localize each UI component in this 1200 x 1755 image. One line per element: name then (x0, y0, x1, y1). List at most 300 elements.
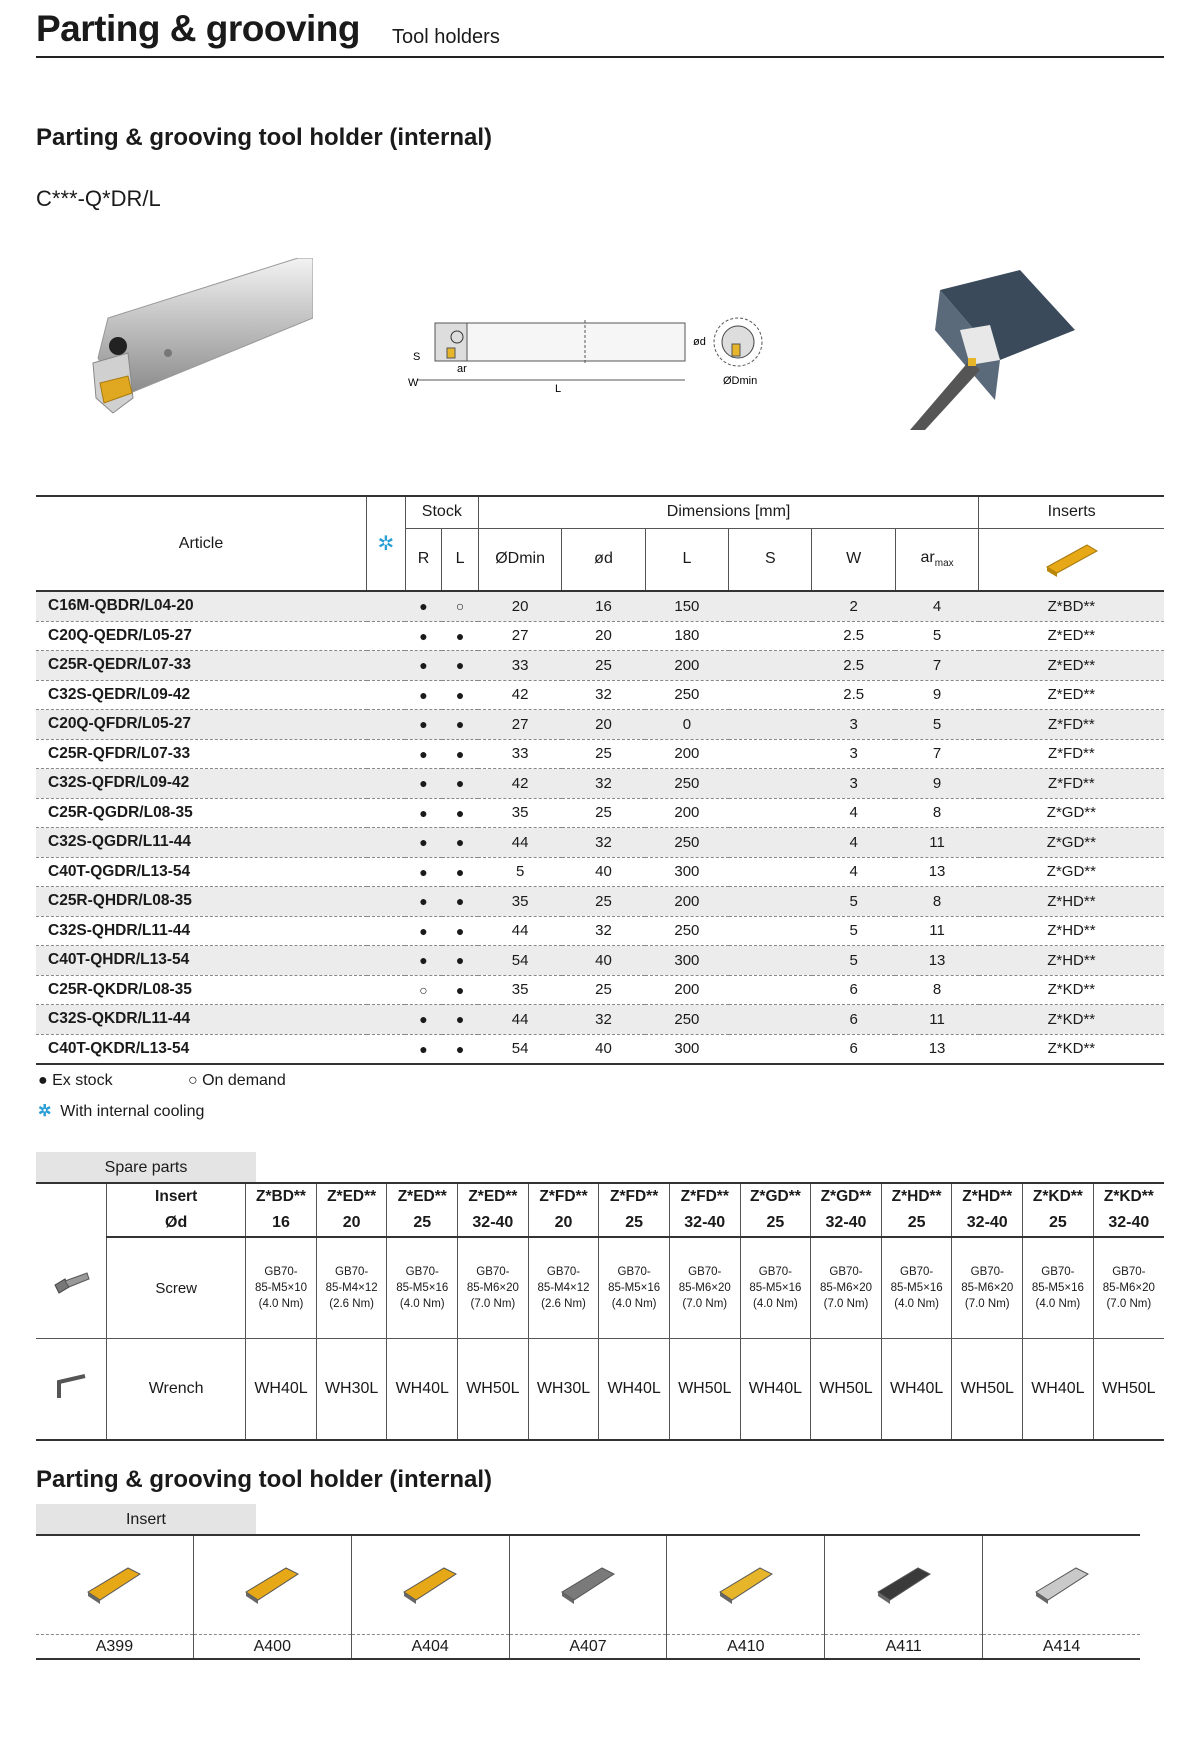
insert-cell: Z*GD** (979, 857, 1164, 887)
article-cell: C40T-QKDR/L13-54 (36, 1034, 405, 1064)
article-cell: C16M-QBDR/L04-20 (36, 591, 405, 621)
spare-insert-code: Z*ED** (316, 1183, 387, 1210)
stock-r-cell: ○ (405, 975, 442, 1005)
article-cell: C20Q-QFDR/L05-27 (36, 710, 405, 740)
screw-spec-line: GB70- (688, 1266, 722, 1278)
screw-spec-line: 85-M5×16 (749, 1282, 802, 1294)
cooling-icon: ✲ (367, 496, 406, 591)
od-cell: 25 (562, 739, 645, 769)
dmin-cell: 44 (478, 828, 561, 858)
screw-spec-line: (4.0 Nm) (1035, 1298, 1081, 1310)
spare-insert-code: Z*KD** (1023, 1183, 1094, 1210)
s-cell (729, 651, 812, 681)
technical-drawing (405, 300, 775, 400)
stock-r-cell: ● (405, 621, 442, 651)
header-dimensions: Dimensions [mm] (478, 496, 978, 528)
spare-screw-label: Screw (107, 1237, 246, 1339)
article-cell: C25R-QKDR/L08-35 (36, 975, 405, 1005)
stock-l-cell: ● (442, 1005, 479, 1035)
screw-spec-line: (2.6 Nm) (329, 1298, 374, 1310)
screw-icon-cell (36, 1237, 107, 1339)
spare-wrench-cell: WH50L (669, 1339, 740, 1441)
length-cell: 300 (645, 857, 728, 887)
spare-insert-code: Z*GD** (811, 1183, 882, 1210)
s-cell (729, 710, 812, 740)
length-cell: 250 (645, 680, 728, 710)
label-s: S (413, 351, 421, 363)
insert-image (1032, 1554, 1092, 1604)
spare-screw-cell (316, 1237, 387, 1339)
screw-spec-line: GB70- (1041, 1266, 1075, 1278)
insert-item (667, 1536, 825, 1658)
article-cell: C32S-QGDR/L11-44 (36, 828, 405, 858)
od-cell: 32 (562, 828, 645, 858)
insert-cell: Z*HD** (979, 887, 1164, 917)
od-cell: 25 (562, 798, 645, 828)
spare-od-value: 32-40 (458, 1210, 529, 1237)
spare-insert-label: Insert (107, 1183, 246, 1210)
application-render (910, 270, 1075, 430)
spare-insert-code: Z*FD** (669, 1183, 740, 1210)
w-cell: 2.5 (812, 621, 895, 651)
label-od: ød (693, 336, 706, 348)
screw-spec-line: 85-M5×16 (608, 1282, 661, 1294)
screw-spec-line: 85-M6×20 (466, 1282, 519, 1294)
legend-cooling-text: With internal cooling (60, 1103, 205, 1120)
stock-r-cell: ● (405, 887, 442, 917)
screw-spec-line: 85-M4×12 (325, 1282, 378, 1294)
header-l: L (442, 528, 479, 591)
s-cell (729, 680, 812, 710)
s-cell (729, 828, 812, 858)
s-cell (729, 591, 812, 621)
spare-od-value: 32-40 (1093, 1210, 1164, 1237)
table-row (36, 710, 1164, 740)
stock-l-cell: ● (442, 621, 479, 651)
od-cell: 32 (562, 769, 645, 799)
spare-wrench-cell: WH40L (246, 1339, 317, 1441)
length-cell: 250 (645, 828, 728, 858)
stock-l-cell: ● (442, 946, 479, 976)
article-cell: C25R-QHDR/L08-35 (36, 887, 405, 917)
w-cell: 5 (812, 887, 895, 917)
insert-label: A414 (983, 1634, 1140, 1656)
od-cell: 32 (562, 916, 645, 946)
ar-cell: 5 (895, 621, 978, 651)
ar-cell: 11 (895, 1005, 978, 1035)
ar-cell: 9 (895, 769, 978, 799)
screw-spec-line: 85-M6×20 (961, 1282, 1014, 1294)
screw-spec-line: (4.0 Nm) (753, 1298, 798, 1310)
table-row (36, 621, 1164, 651)
spare-wrench-cell: WH40L (599, 1339, 670, 1441)
stock-l-cell: ● (442, 739, 479, 769)
od-cell: 20 (562, 710, 645, 740)
insert-cell: Z*GD** (979, 798, 1164, 828)
spare-screw-cell (387, 1237, 458, 1339)
ar-cell: 11 (895, 916, 978, 946)
stock-r-cell: ● (405, 798, 442, 828)
insert-image (242, 1554, 302, 1604)
spare-od-value: 25 (387, 1210, 458, 1237)
w-cell: 5 (812, 916, 895, 946)
article-cell: C32S-QEDR/L09-42 (36, 680, 405, 710)
spare-insert-code: Z*FD** (528, 1183, 599, 1210)
dmin-cell: 33 (478, 739, 561, 769)
spare-od-value: 16 (246, 1210, 317, 1237)
w-cell: 2.5 (812, 680, 895, 710)
spare-od-value: 32-40 (952, 1210, 1023, 1237)
header-length: L (645, 528, 728, 591)
spare-od-value: 25 (599, 1210, 670, 1237)
stock-r-cell: ● (405, 828, 442, 858)
dmin-cell: 33 (478, 651, 561, 681)
section-title: Parting & grooving tool holder (internal) (36, 124, 492, 151)
stock-r-cell: ● (405, 1034, 442, 1064)
spare-screw-cell (1023, 1237, 1094, 1339)
table-row (36, 916, 1164, 946)
wrench-icon-cell (36, 1339, 107, 1441)
spare-od-label: Ød (107, 1210, 246, 1237)
s-cell (729, 916, 812, 946)
insert-cell: Z*ED** (979, 651, 1164, 681)
spare-od-value: 25 (740, 1210, 811, 1237)
article-cell: C32S-QKDR/L11-44 (36, 1005, 405, 1035)
article-cell: C40T-QGDR/L13-54 (36, 857, 405, 887)
stock-r-cell: ● (405, 946, 442, 976)
article-cell: C25R-QGDR/L08-35 (36, 798, 405, 828)
spare-wrench-cell: WH40L (1023, 1339, 1094, 1441)
stock-l-cell: ● (442, 710, 479, 740)
length-cell: 200 (645, 798, 728, 828)
spare-insert-code: Z*HD** (881, 1183, 952, 1210)
od-cell: 40 (562, 946, 645, 976)
screw-spec-line: (4.0 Nm) (894, 1298, 939, 1310)
ar-cell: 13 (895, 857, 978, 887)
stock-l-cell: ● (442, 680, 479, 710)
table-row (36, 946, 1164, 976)
spare-insert-code: Z*KD** (1093, 1183, 1164, 1210)
od-cell: 25 (562, 887, 645, 917)
insert-label: A410 (667, 1634, 824, 1656)
insert-cell: Z*BD** (979, 591, 1164, 621)
od-cell: 25 (562, 975, 645, 1005)
stock-r-cell: ● (405, 710, 442, 740)
dmin-cell: 20 (478, 591, 561, 621)
spare-wrench-cell: WH30L (316, 1339, 387, 1441)
w-cell: 2 (812, 591, 895, 621)
section2-title: Parting & grooving tool holder (internal) (36, 1466, 492, 1493)
article-cell: C25R-QEDR/L07-33 (36, 651, 405, 681)
insert-item (352, 1536, 510, 1658)
dmin-cell: 5 (478, 857, 561, 887)
insert-item (510, 1536, 668, 1658)
screw-spec-line: 85-M5×16 (396, 1282, 449, 1294)
label-dmin: ØDmin (723, 375, 758, 387)
legend-cooling (38, 1101, 204, 1121)
ar-cell: 9 (895, 680, 978, 710)
header-stock: Stock (405, 496, 478, 528)
insert-item (825, 1536, 983, 1658)
stock-r-cell: ● (405, 857, 442, 887)
header-r: R (405, 528, 442, 591)
ar-cell: 8 (895, 975, 978, 1005)
table-row (36, 1005, 1164, 1035)
screw-spec-line: GB70- (405, 1266, 439, 1278)
spare-insert-code: Z*BD** (246, 1183, 317, 1210)
w-cell: 4 (812, 828, 895, 858)
screw-spec-line: (7.0 Nm) (682, 1298, 728, 1310)
insert-item (36, 1536, 194, 1658)
stock-r-cell: ● (405, 739, 442, 769)
screw-spec-line: (7.0 Nm) (964, 1298, 1010, 1310)
label-ar: ar (457, 363, 467, 375)
screw-spec-line: (4.0 Nm) (258, 1298, 304, 1310)
length-cell: 200 (645, 739, 728, 769)
od-cell: 40 (562, 857, 645, 887)
spare-od-value: 32-40 (811, 1210, 882, 1237)
ar-cell: 7 (895, 651, 978, 681)
screw-spec-line: 85-M6×20 (1102, 1282, 1155, 1294)
spare-wrench-cell: WH30L (528, 1339, 599, 1441)
spare-screw-cell (669, 1237, 740, 1339)
table-row (36, 828, 1164, 858)
spare-screw-cell (881, 1237, 952, 1339)
length-cell: 300 (645, 946, 728, 976)
header-ar-sub: max (934, 558, 954, 570)
dmin-cell: 27 (478, 710, 561, 740)
dmin-cell: 44 (478, 1005, 561, 1035)
length-cell: 200 (645, 975, 728, 1005)
table-row (36, 887, 1164, 917)
ar-cell: 4 (895, 591, 978, 621)
insert-item (194, 1536, 352, 1658)
od-cell: 40 (562, 1034, 645, 1064)
insert-item (983, 1536, 1140, 1658)
od-cell: 25 (562, 651, 645, 681)
screw-spec-line: (7.0 Nm) (823, 1298, 869, 1310)
header-inserts: Inserts (979, 496, 1164, 528)
header-dmin: ØDmin (478, 528, 561, 591)
header-w: W (812, 528, 895, 591)
screw-spec-line: 85-M5×10 (254, 1282, 308, 1294)
insert-label: A411 (825, 1634, 982, 1656)
insert-cell: Z*FD** (979, 710, 1164, 740)
dmin-cell: 35 (478, 975, 561, 1005)
w-cell: 3 (812, 710, 895, 740)
w-cell: 3 (812, 739, 895, 769)
stock-l-cell: ● (442, 857, 479, 887)
table-row (36, 651, 1164, 681)
insert-cell: Z*KD** (979, 1034, 1164, 1064)
ar-cell: 11 (895, 828, 978, 858)
table-row (36, 975, 1164, 1005)
stock-l-cell: ● (442, 651, 479, 681)
stock-r-cell: ● (405, 680, 442, 710)
length-cell: 250 (645, 1005, 728, 1035)
od-cell: 32 (562, 680, 645, 710)
stock-l-cell: ● (442, 887, 479, 917)
insert-cell: Z*ED** (979, 680, 1164, 710)
w-cell: 3 (812, 769, 895, 799)
model-code: C***-Q*DR/L (36, 186, 161, 211)
screw-spec-line: 85-M6×20 (678, 1282, 731, 1294)
screw-spec-line: (2.6 Nm) (541, 1298, 586, 1310)
header-ar-text: ar (920, 549, 935, 567)
insert-label: A404 (352, 1634, 509, 1656)
spare-insert-code: Z*HD** (952, 1183, 1023, 1210)
dmin-cell: 27 (478, 621, 561, 651)
table-row (36, 769, 1164, 799)
header-od: ød (562, 528, 645, 591)
spare-insert-code: Z*ED** (458, 1183, 529, 1210)
table-row (36, 857, 1164, 887)
tool-holder-table (36, 495, 1164, 1065)
od-cell: 16 (562, 591, 645, 621)
dmin-cell: 35 (478, 887, 561, 917)
insert-image (84, 1554, 144, 1604)
screw-icon (51, 1271, 91, 1301)
screw-spec-line: GB70- (546, 1266, 581, 1278)
article-cell: C20Q-QEDR/L05-27 (36, 621, 405, 651)
length-cell: 0 (645, 710, 728, 740)
insert-icon (1042, 537, 1102, 577)
legend-on-demand: ○ On demand (188, 1072, 286, 1089)
screw-spec-line: GB70- (829, 1266, 863, 1278)
ar-cell: 8 (895, 798, 978, 828)
screw-spec-line: GB70- (970, 1266, 1004, 1278)
spare-screw-cell (740, 1237, 811, 1339)
s-cell (729, 1034, 812, 1064)
insert-cell: Z*KD** (979, 1005, 1164, 1035)
insert-cell: Z*FD** (979, 769, 1164, 799)
screw-spec-line: GB70- (758, 1266, 792, 1278)
header-ar (895, 528, 978, 591)
length-cell: 300 (645, 1034, 728, 1064)
w-cell: 4 (812, 857, 895, 887)
dmin-cell: 44 (478, 916, 561, 946)
s-cell (729, 1005, 812, 1035)
s-cell (729, 739, 812, 769)
tool-holder-render (88, 258, 313, 418)
screw-spec-line: GB70- (476, 1266, 510, 1278)
stock-r-cell: ● (405, 916, 442, 946)
s-cell (729, 798, 812, 828)
screw-spec-line: GB70- (900, 1266, 934, 1278)
stock-l-cell: ● (442, 828, 479, 858)
od-cell: 20 (562, 621, 645, 651)
spare-wrench-cell: WH40L (740, 1339, 811, 1441)
dmin-cell: 54 (478, 946, 561, 976)
w-cell: 5 (812, 946, 895, 976)
spare-wrench-cell: WH40L (387, 1339, 458, 1441)
spare-insert-code: Z*GD** (740, 1183, 811, 1210)
spare-insert-code: Z*ED** (387, 1183, 458, 1210)
stock-l-cell: ● (442, 1034, 479, 1064)
spare-od-value: 32-40 (669, 1210, 740, 1237)
spare-screw-cell (811, 1237, 882, 1339)
insert-cell: Z*FD** (979, 739, 1164, 769)
stock-l-cell: ● (442, 769, 479, 799)
spare-corner (36, 1183, 107, 1237)
spare-parts-table (36, 1182, 1164, 1441)
insert-tab: Insert (36, 1504, 256, 1534)
screw-spec-line: GB70- (1112, 1266, 1146, 1278)
spare-wrench-cell: WH50L (952, 1339, 1023, 1441)
insert-cell: Z*GD** (979, 828, 1164, 858)
page-title: Parting & grooving (36, 8, 360, 49)
ar-cell: 7 (895, 739, 978, 769)
screw-spec-line: 85-M4×12 (537, 1282, 590, 1294)
insert-image (558, 1554, 618, 1604)
screw-spec-line: (7.0 Nm) (470, 1298, 516, 1310)
ar-cell: 8 (895, 887, 978, 917)
article-cell: C32S-QHDR/L11-44 (36, 916, 405, 946)
header-s: S (729, 528, 812, 591)
screw-spec-line: (4.0 Nm) (611, 1298, 657, 1310)
insert-cell: Z*KD** (979, 975, 1164, 1005)
spare-od-value: 25 (881, 1210, 952, 1237)
header-insert-image (979, 528, 1164, 591)
w-cell: 2.5 (812, 651, 895, 681)
label-l: L (555, 383, 562, 395)
s-cell (729, 621, 812, 651)
header-article: Article (36, 496, 367, 591)
spare-screw-cell (952, 1237, 1023, 1339)
dmin-cell: 42 (478, 769, 561, 799)
article-cell: C25R-QFDR/L07-33 (36, 739, 405, 769)
cooling-icon: ✲ (38, 1103, 52, 1120)
spare-screw-cell (458, 1237, 529, 1339)
length-cell: 250 (645, 769, 728, 799)
legend-ex-stock: ● Ex stock (38, 1072, 113, 1089)
spare-parts-tab: Spare parts (36, 1152, 256, 1182)
table-row (36, 739, 1164, 769)
screw-spec-line: (7.0 Nm) (1106, 1298, 1152, 1310)
length-cell: 150 (645, 591, 728, 621)
spare-wrench-cell: WH50L (458, 1339, 529, 1441)
screw-spec-line: 85-M5×16 (890, 1282, 943, 1294)
w-cell: 4 (812, 798, 895, 828)
table-row (36, 798, 1164, 828)
stock-r-cell: ● (405, 591, 442, 621)
article-cell: C32S-QFDR/L09-42 (36, 769, 405, 799)
spare-od-value: 20 (528, 1210, 599, 1237)
screw-spec-line: (4.0 Nm) (399, 1298, 445, 1310)
insert-image (716, 1554, 776, 1604)
spare-screw-cell (1093, 1237, 1164, 1339)
insert-cell: Z*HD** (979, 916, 1164, 946)
stock-r-cell: ● (405, 769, 442, 799)
insert-image (874, 1554, 934, 1604)
s-cell (729, 857, 812, 887)
insert-gallery (36, 1534, 1140, 1660)
insert-cell: Z*ED** (979, 621, 1164, 651)
insert-label: A407 (510, 1634, 667, 1656)
dmin-cell: 42 (478, 680, 561, 710)
header-rule (36, 56, 1164, 58)
spare-wrench-cell: WH40L (881, 1339, 952, 1441)
article-cell: C40T-QHDR/L13-54 (36, 946, 405, 976)
dmin-cell: 54 (478, 1034, 561, 1064)
wrench-icon (51, 1372, 91, 1402)
stock-r-cell: ● (405, 651, 442, 681)
s-cell (729, 769, 812, 799)
s-cell (729, 887, 812, 917)
label-w: W (408, 377, 419, 389)
w-cell: 6 (812, 975, 895, 1005)
stock-l-cell: ● (442, 798, 479, 828)
